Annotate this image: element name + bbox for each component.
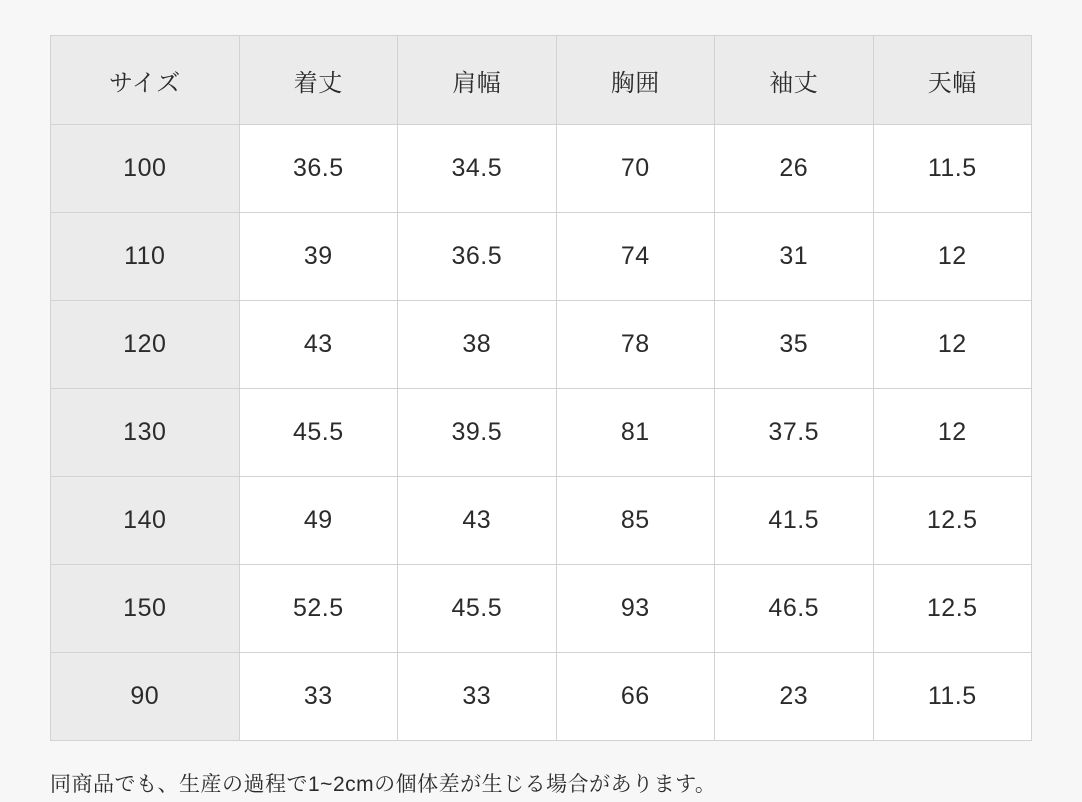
cell-sleeve: 46.5: [715, 565, 873, 653]
cell-cuff: 12.5: [873, 565, 1032, 653]
cell-sleeve: 26: [715, 125, 873, 213]
column-header-length: 着丈: [239, 36, 397, 125]
cell-shoulder: 34.5: [398, 125, 556, 213]
cell-size: 100: [51, 125, 240, 213]
cell-size: 110: [51, 213, 240, 301]
size-table: [50, 35, 1032, 741]
cell-length: 45.5: [239, 389, 397, 477]
column-header-shoulder: 肩幅: [398, 36, 556, 125]
cell-chest: 74: [556, 213, 714, 301]
cell-chest: 81: [556, 389, 714, 477]
cell-chest: 70: [556, 125, 714, 213]
table-row: [51, 213, 1032, 301]
cell-sleeve: 41.5: [715, 477, 873, 565]
cell-sleeve: 37.5: [715, 389, 873, 477]
cell-size: 120: [51, 301, 240, 389]
table-row: [51, 477, 1032, 565]
cell-sleeve: 23: [715, 653, 873, 741]
cell-chest: 85: [556, 477, 714, 565]
cell-cuff: 11.5: [873, 653, 1032, 741]
column-header-sleeve: 袖丈: [715, 36, 873, 125]
column-header-size: サイズ: [51, 36, 240, 125]
cell-shoulder: 45.5: [398, 565, 556, 653]
cell-sleeve: 31: [715, 213, 873, 301]
table-row: [51, 653, 1032, 741]
cell-cuff: 12: [873, 213, 1032, 301]
column-header-chest: 胸囲: [556, 36, 714, 125]
cell-size: 140: [51, 477, 240, 565]
cell-length: 39: [239, 213, 397, 301]
cell-size: 90: [51, 653, 240, 741]
cell-length: 49: [239, 477, 397, 565]
cell-length: 52.5: [239, 565, 397, 653]
cell-chest: 66: [556, 653, 714, 741]
cell-length: 33: [239, 653, 397, 741]
cell-cuff: 11.5: [873, 125, 1032, 213]
table-row: [51, 565, 1032, 653]
cell-length: 43: [239, 301, 397, 389]
table-row: [51, 125, 1032, 213]
cell-size: 150: [51, 565, 240, 653]
cell-shoulder: 36.5: [398, 213, 556, 301]
table-row: [51, 389, 1032, 477]
cell-cuff: 12: [873, 389, 1032, 477]
size-note: 同商品でも、生産の過程で1~2cmの個体差が生じる場合があります。: [50, 773, 717, 796]
cell-chest: 78: [556, 301, 714, 389]
cell-shoulder: 43: [398, 477, 556, 565]
cell-shoulder: 39.5: [398, 389, 556, 477]
table-row: [51, 301, 1032, 389]
cell-cuff: 12.5: [873, 477, 1032, 565]
cell-shoulder: 33: [398, 653, 556, 741]
column-header-cuff: 天幅: [873, 36, 1032, 125]
cell-chest: 93: [556, 565, 714, 653]
table-header-row: [51, 36, 1032, 125]
cell-length: 36.5: [239, 125, 397, 213]
cell-cuff: 12: [873, 301, 1032, 389]
table-body: [51, 125, 1032, 741]
cell-size: 130: [51, 389, 240, 477]
cell-sleeve: 35: [715, 301, 873, 389]
cell-shoulder: 38: [398, 301, 556, 389]
table-header: [51, 36, 1032, 125]
